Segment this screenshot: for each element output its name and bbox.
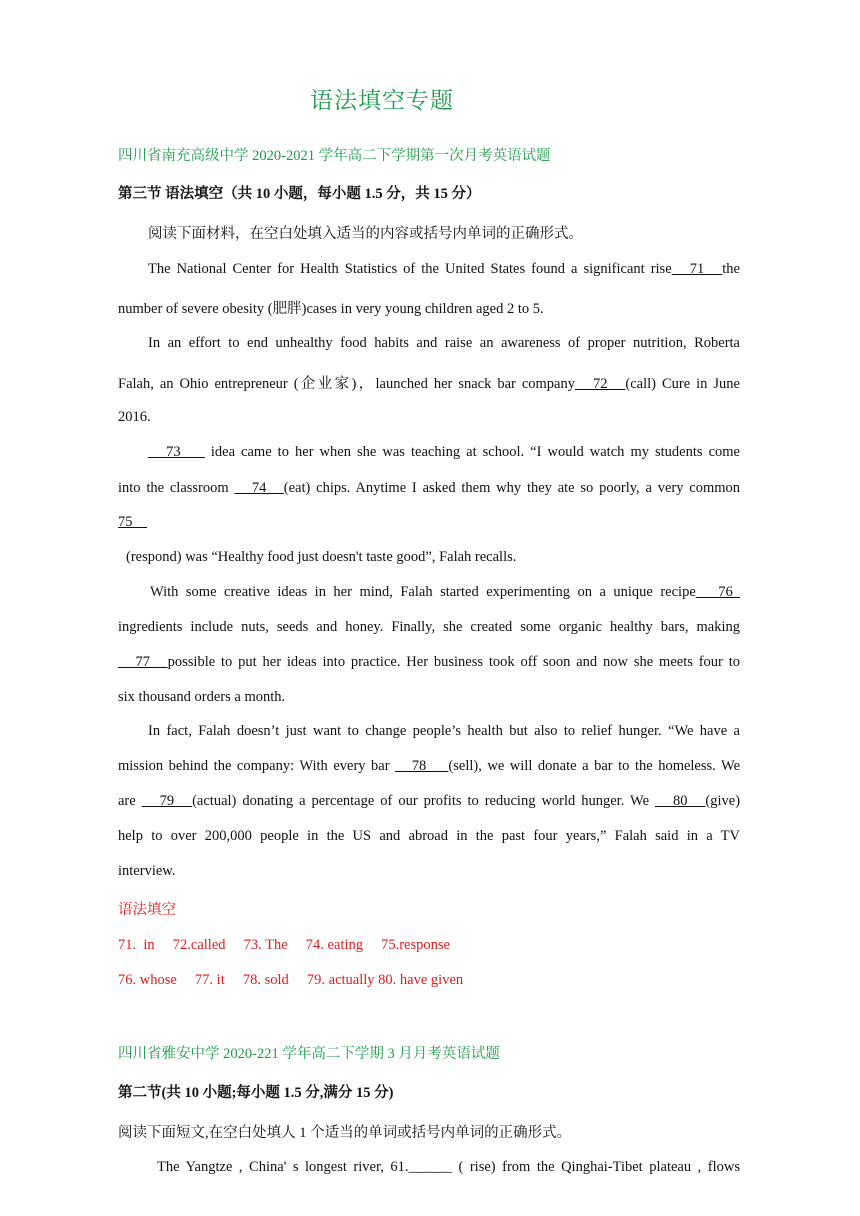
section1-instruction: 阅读下面材料，在空白处填入适当的内容或括号内单词的正确形式。 [148,226,583,242]
text: possible to put her ideas into practice. Her business took off soon and now she meets four to [167,654,740,670]
text: Falah, an Ohio entrepreneur (企业家)，launched her snack bar company [118,376,575,392]
passage-line: six thousand orders a month. [118,689,286,705]
passage-line [118,514,740,531]
blank-78: 78 [395,758,449,774]
text: (sell), we will donate a bar to the homeless. We [448,758,741,774]
section2-heading: 第二节(共 10 小题;每小题 1.5 分,满分 15 分) [118,1085,394,1101]
blank-80: 80 [655,793,706,809]
passage-line [118,654,740,671]
passage-line: 2016. [118,409,151,425]
blank-71: 71 [671,261,723,277]
page-title: 语法填空专题 [310,88,454,113]
blank-72: 72 [575,376,626,392]
text: (actual) donating a percentage of our profits to reducing world hunger. We [192,793,656,809]
passage-line: The Yangtze , China' s longest river, 61.______ ( rise) from the Qinghai-Tibet plateau , flows [157,1159,740,1175]
passage-line: number of severe obesity (肥胖)cases in very young children aged 2 to 5. [118,301,544,317]
text: (eat) chips. Anytime I asked them why they ate so poorly, a very common [283,480,741,496]
text: (call) Cure in June [625,376,740,392]
blank-76: 76 [695,584,740,600]
text: The National Center for Health Statistics of the United States found a significant rise [148,261,672,277]
answer-line: 71. in 72.called 73. The 74. eating 75.response [118,937,450,953]
passage-line: ingredients include nuts, seeds and honey. Finally, she created some organic healthy bars, making [118,619,740,635]
passage-line [148,261,740,278]
blank-77: 77 [118,654,168,670]
text: the [722,261,740,277]
passage-line [118,793,740,810]
section1-source: 四川省南充高级中学 2020-2021 学年高二下学期第一次月考英语试题 [118,148,551,164]
answer-line: 76. whose 77. it 78. sold 79. actually 80. have given [118,972,464,988]
passage-line [148,444,740,461]
blank-75: 75 [118,514,147,530]
passage-line [118,480,740,497]
text: idea came to her when she was teaching at school. “I would watch my students come [204,444,740,460]
answer-heading: 语法填空 [118,902,176,918]
text: into the classroom [118,480,235,496]
passage-line: interview. [118,863,176,879]
passage-line [118,372,740,393]
section2-source: 四川省雅安中学 2020-221 学年高二下学期 3 月月考英语试题 [118,1046,500,1062]
blank-74: 74 [234,480,284,496]
text: are [118,793,142,809]
text: With some creative ideas in her mind, Falah started experimenting on a unique recipe [150,584,696,600]
passage-line: In an effort to end unhealthy food habits and raise an awareness of proper nutrition, Roberta [148,335,740,351]
passage-line [118,758,740,775]
passage-line [150,584,740,601]
blank-79: 79 [141,793,193,809]
text: (give) [705,793,741,809]
passage-line: (respond) was “Healthy food just doesn't taste good”, Falah recalls. [126,549,517,565]
passage-line: help to over 200,000 people in the US and abroad in the past four years,” Falah said in a TV [118,828,740,844]
blank-73: 73 [148,444,205,460]
passage-line: In fact, Falah doesn’t just want to change people’s health but also to relief hunger. “We have a [148,723,740,739]
section2-instruction: 阅读下面短文,在空白处填人 1 个适当的单词或括号内单词的正确形式。 [118,1125,572,1141]
section1-heading: 第三节 语法填空（共 10 小题，每小题 1.5 分，共 15 分） [118,186,481,202]
text: mission behind the company: With every bar [118,758,396,774]
